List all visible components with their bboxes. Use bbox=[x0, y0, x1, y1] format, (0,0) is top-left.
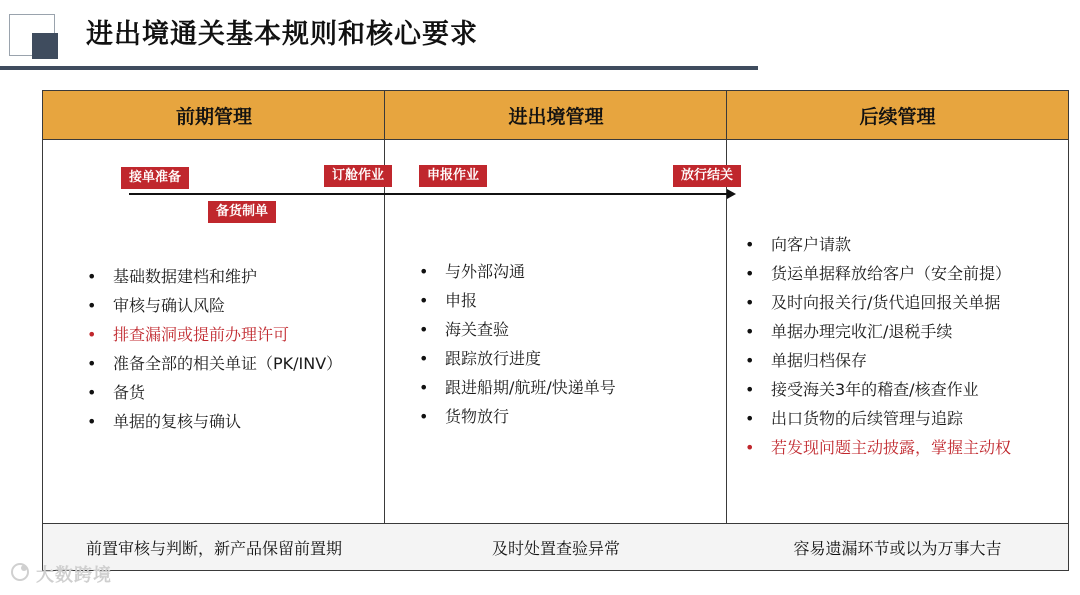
timeline-step-order-prep: 接单准备 bbox=[121, 167, 189, 189]
timeline-step-booking: 订舱作业 bbox=[324, 165, 392, 187]
watermark-text: 大数跨境 bbox=[36, 565, 112, 586]
list-item: • 货物放行 bbox=[419, 402, 616, 431]
list-item: • 及时向报关行/货代追回报关单据 bbox=[745, 288, 1011, 317]
column-footer-customs: 及时处置查验异常 bbox=[385, 523, 727, 570]
title-logo-mark bbox=[9, 14, 55, 56]
column-footer-pre: 前置审核与判断，新产品保留前置期 bbox=[43, 523, 385, 570]
list-item-highlight: • 若发现问题主动披露，掌握主动权 bbox=[745, 433, 1011, 462]
column-footer-post: 容易遗漏环节或以为万事大吉 bbox=[727, 523, 1068, 570]
list-item: • 基础数据建档和维护 bbox=[87, 262, 342, 291]
list-item: • 跟进船期/航班/快递单号 bbox=[419, 373, 616, 402]
list-item: • 单据的复核与确认 bbox=[87, 407, 342, 436]
list-item: • 申报 bbox=[419, 286, 616, 315]
page-title: 进出境通关基本规则和核心要求 bbox=[86, 19, 478, 50]
timeline-arrow-line bbox=[129, 193, 729, 195]
pre-management-list bbox=[87, 262, 342, 436]
column-divider bbox=[726, 91, 727, 570]
list-item: • 单据办理完收汇/退税手续 bbox=[745, 317, 1011, 346]
column-heading-post: 后续管理 bbox=[727, 91, 1068, 140]
timeline-arrow-head bbox=[727, 189, 736, 199]
column-heading-pre: 前期管理 bbox=[43, 91, 385, 140]
title-underline bbox=[0, 66, 758, 70]
list-item: • 向客户请款 bbox=[745, 230, 1011, 259]
list-item: • 准备全部的相关单证（PK/INV） bbox=[87, 349, 342, 378]
list-item: • 与外部沟通 bbox=[419, 257, 616, 286]
watermark-logo-icon bbox=[9, 561, 31, 583]
list-item: • 单据归档保存 bbox=[745, 346, 1011, 375]
timeline-step-stock-docs: 备货制单 bbox=[208, 201, 276, 223]
list-item-highlight: • 排查漏洞或提前办理许可 bbox=[87, 320, 342, 349]
list-item: • 货运单据释放给客户（安全前提） bbox=[745, 259, 1011, 288]
column-heading-customs: 进出境管理 bbox=[385, 91, 727, 140]
list-item: • 备货 bbox=[87, 378, 342, 407]
customs-management-list bbox=[419, 257, 616, 431]
list-item: • 接受海关3年的稽查/核查作业 bbox=[745, 375, 1011, 404]
column-divider bbox=[384, 91, 385, 570]
timeline-step-release: 放行结关 bbox=[673, 165, 741, 187]
timeline-step-declaration: 申报作业 bbox=[419, 165, 487, 187]
list-item: • 海关查验 bbox=[419, 315, 616, 344]
list-item: • 跟踪放行进度 bbox=[419, 344, 616, 373]
list-item: • 出口货物的后续管理与追踪 bbox=[745, 404, 1011, 433]
post-management-list bbox=[745, 230, 1011, 462]
list-item: • 审核与确认风险 bbox=[87, 291, 342, 320]
